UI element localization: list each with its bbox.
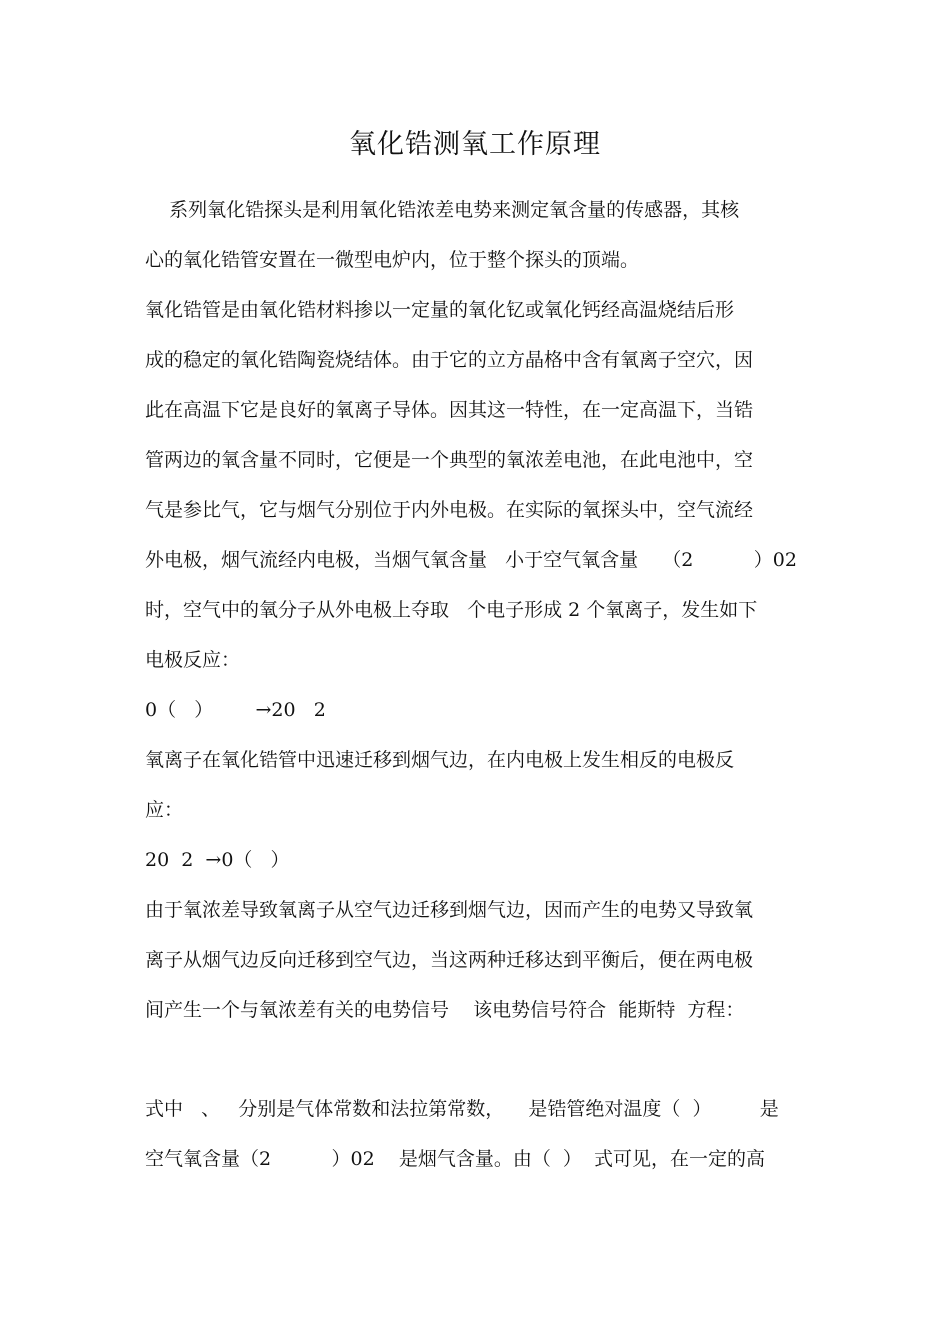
text-line-16: 离子从烟气边反向迁移到空气边，当这两种迁移达到平衡后，便在两电极 (145, 949, 754, 971)
text-line-3: 氧化锆管是由氧化锆材料掺以一定量的氧化钇或氧化钙经高温烧结后形 (145, 299, 735, 321)
text-line-2: 心的氧化锆管安置在一微型电炉内，位于整个探头的顶端。 (145, 249, 640, 271)
equation-1: 0（ ） →20 2 (145, 699, 326, 721)
text-line-9: 时，空气中的氧分子从外电极上夺取 个电子形成 2 个氧离子，发生如下 (145, 599, 758, 621)
text-line-18: 式中 、 分别是气体常数和法拉第常数， 是锆管绝对温度（ ） 是 (145, 1098, 779, 1120)
document-title: 氧化锆测氧工作原理 (349, 129, 601, 160)
text-line-15: 由于氧浓差导致氧离子从空气边迁移到烟气边，因而产生的电势又导致氧 (145, 899, 754, 921)
text-line-19: 空气氧含量（2 ）02 是烟气含量。由（ ） 式可见，在一定的高 (145, 1148, 765, 1170)
text-line-12: 氧离子在氧化锆管中迅速迁移到烟气边，在内电极上发生相反的电极反 (145, 749, 735, 771)
text-line-5: 此在高温下它是良好的氧离子导体。因其这一特性，在一定高温下，当锆 (145, 399, 754, 421)
text-line-17: 间产生一个与氧浓差有关的电势信号 该电势信号符合 能斯特 方程： (145, 999, 745, 1021)
text-line-1: 系列氧化锆探头是利用氧化锆浓差电势来测定氧含量的传感器，其核 (145, 199, 740, 221)
text-line-4: 成的稳定的氧化锆陶瓷烧结体。由于它的立方晶格中含有氧离子空穴，因 (145, 349, 754, 371)
text-line-10: 电极反应： (145, 649, 241, 671)
text-line-13: 应： (145, 799, 184, 821)
equation-2: 20 2 →0（ ） (145, 849, 290, 871)
text-line-7: 气是参比气，它与烟气分别位于内外电极。在实际的氧探头中，空气流经 (145, 499, 754, 521)
text-line-6: 管两边的氧含量不同时，它便是一个典型的氧浓差电池，在此电池中，空 (145, 449, 754, 471)
text-line-8: 外电极，烟气流经内电极，当烟气氧含量 小于空气氧含量 （2 ）02 (145, 549, 797, 571)
